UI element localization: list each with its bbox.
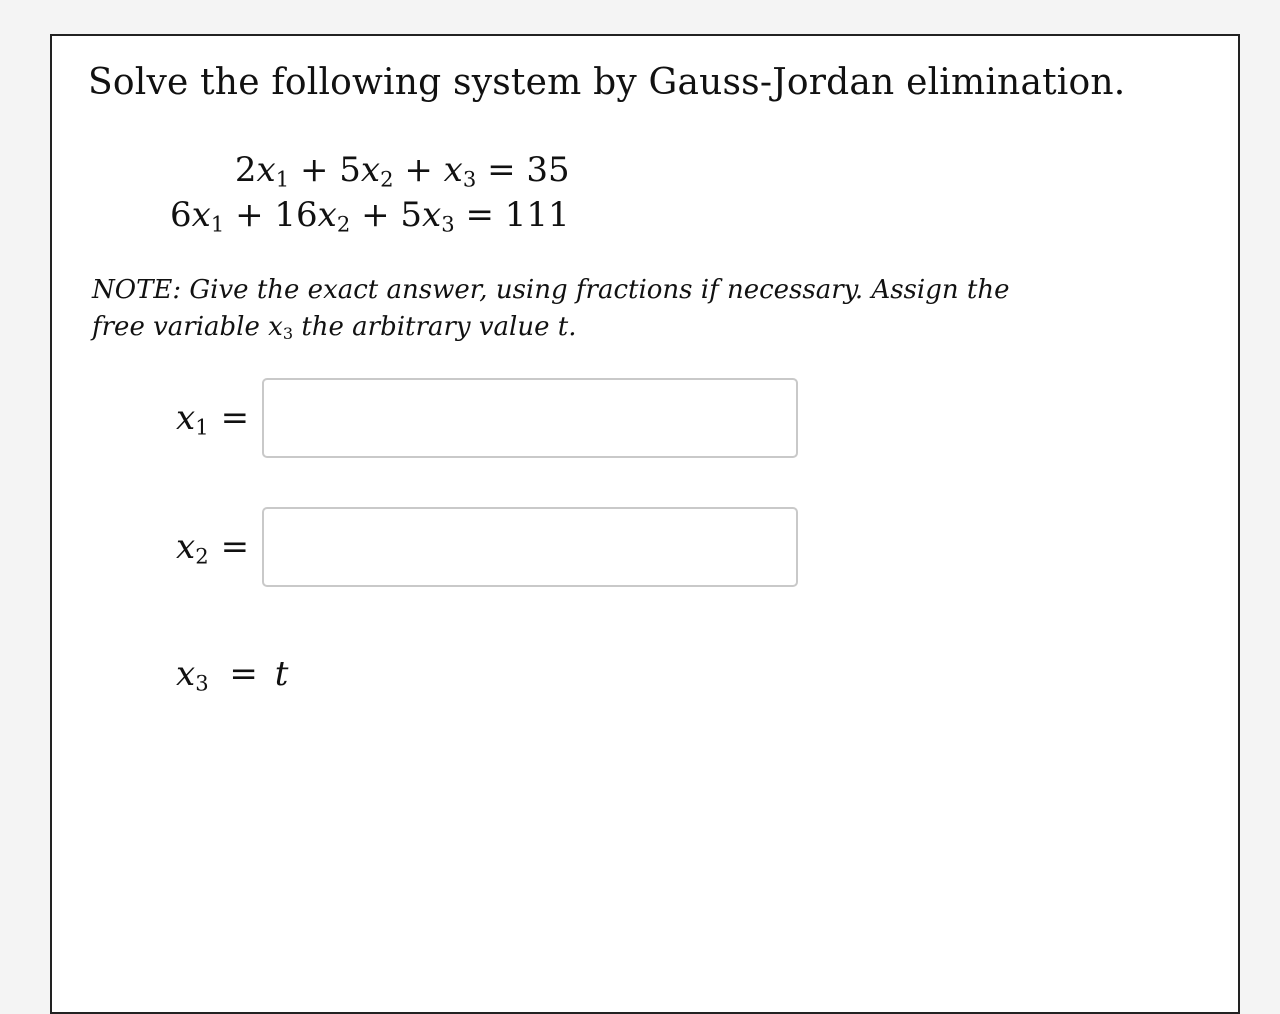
equals-sign: =	[229, 654, 258, 694]
free-parameter-value: t	[274, 654, 289, 694]
answer-row-x3	[176, 654, 288, 694]
coefficient: 5	[400, 195, 423, 235]
coefficient: 5	[339, 150, 361, 190]
variable: x	[317, 195, 337, 235]
variable: x	[256, 150, 276, 190]
note-variable-subscript: 3	[282, 324, 294, 344]
equation-rhs	[455, 193, 570, 238]
equation-system	[170, 148, 570, 238]
coefficient: 6	[170, 195, 192, 235]
question-panel	[50, 34, 1240, 1014]
constant: 111	[504, 195, 570, 235]
variable: x	[176, 654, 196, 694]
variable-subscript: 2	[336, 211, 351, 237]
question-title: Solve the following system by Gauss-Jordan elimination.	[88, 62, 1126, 103]
equation-row-2	[170, 193, 570, 238]
answer-label-x2	[176, 527, 262, 567]
answer-row-x2	[176, 507, 798, 587]
answer-input-x2[interactable]	[262, 507, 798, 587]
constant: 35	[526, 150, 570, 190]
coefficient: 16	[274, 195, 318, 235]
variable-subscript: 1	[195, 414, 209, 440]
equation-rhs	[476, 148, 569, 193]
answer-input-x1[interactable]	[262, 378, 798, 458]
answer-label-x1	[176, 398, 262, 438]
variable: x	[176, 527, 196, 567]
variable: x	[176, 398, 196, 438]
note-parameter: t	[557, 312, 569, 342]
variable-subscript: 2	[380, 166, 394, 192]
note-text: the arbitrary value	[293, 312, 558, 342]
note-variable: x	[268, 312, 283, 342]
variable-subscript: 2	[195, 543, 209, 569]
instruction-note	[92, 272, 1052, 346]
equals-sign: =	[487, 150, 516, 190]
variable: x	[422, 195, 442, 235]
equals-sign: =	[465, 195, 494, 235]
variable-subscript: 3	[462, 166, 477, 192]
operator: +	[404, 150, 433, 190]
equation-lhs	[235, 148, 476, 193]
equation-lhs	[170, 193, 455, 238]
operator: +	[299, 150, 329, 190]
equation-row-1	[170, 148, 570, 193]
coefficient: 2	[234, 150, 257, 190]
variable-subscript: 3	[195, 670, 209, 696]
equals-sign: =	[220, 527, 250, 567]
operator: +	[361, 195, 390, 235]
answer-row-x1	[176, 378, 798, 458]
variable-subscript: 1	[210, 211, 225, 237]
variable: x	[360, 150, 381, 190]
equals-sign: =	[220, 398, 250, 438]
variable: x	[191, 195, 211, 235]
note-text: NOTE: Give the exact answer, using fractions if necessary. Assign the free variable	[92, 275, 1010, 342]
note-period: .	[568, 312, 577, 342]
operator: +	[235, 195, 264, 235]
variable: x	[443, 150, 463, 190]
variable-subscript: 1	[275, 166, 290, 192]
variable-subscript: 3	[441, 211, 455, 237]
